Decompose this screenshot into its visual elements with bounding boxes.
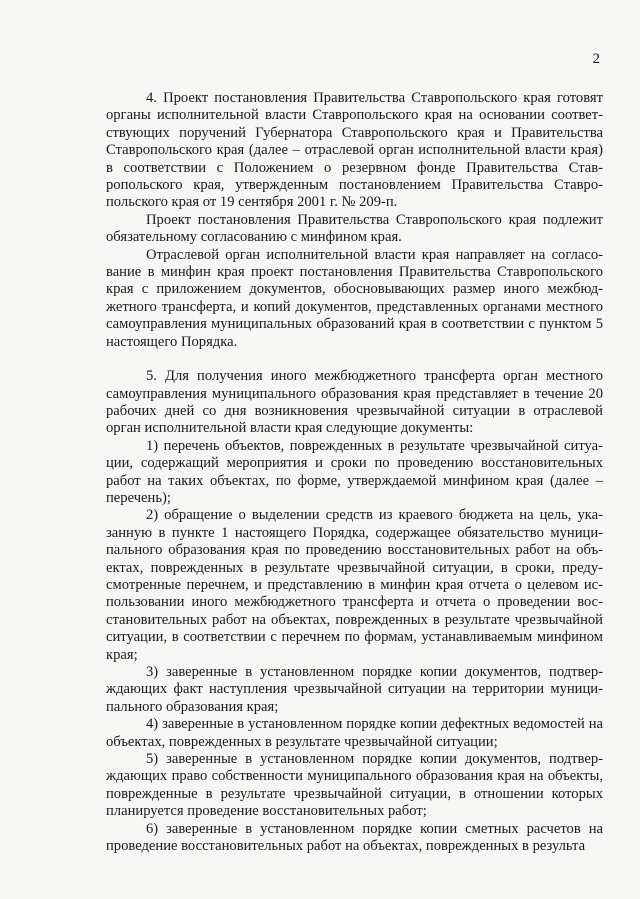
list-item-6: 6) заверенные в установленном порядке копии сметных расчетов на проведение восстановительных работ на объектах, поврежденных в результа <box>106 820 603 855</box>
list-item-1: 1) перечень объектов, поврежденных в результате чрезвычайной ситуации, содержащий мероприятия и сроки по проведению восстановительных работ на таких объектах, по форме, утверждаемой минфином края (далее – перечень); <box>106 437 603 506</box>
paragraph-approval: Проект постановления Правительства Ставропольского края подлежит обязательному согласованию с минфином края. <box>106 211 603 246</box>
paragraph-item-5: 5. Для получения иного межбюджетного трансферта орган местного самоуправления муниципального образования края представляет в течение 20 рабочих дней со дня возникновения чрезвычайной ситуации в отраслевой орган исполнительной власти края следующие документы: <box>106 368 603 437</box>
paragraph-item-4: 4. Проект постановления Правительства Ставропольского края готовят органы исполнительной власти Ставропольского края на основании соответствующих поручений Губернатора Ставропольского края и Правительства Ставропольского края (далее – отраслевой орган исполнительной власти края) в соответствии с Положением о резервном фонде Правительства Ставропольского края, утвержденным постановлением Правительства Ставропольского края от 19 сентября 2001 г. № 209-п. <box>106 90 603 211</box>
list-item-5: 5) заверенные в установленном порядке копии документов, подтверждающих право собственности муниципального образования края на объекты, поврежденные в результате чрезвычайной ситуации, в отношении которых планируется проведение восстановительных работ; <box>106 751 603 820</box>
page-number: 2 <box>592 51 600 67</box>
list-item-2: 2) обращение о выделении средств из краевого бюджета на цель, указанную в пункте 1 настоящего Порядка, содержащее обязательство муниципального образования края по проведению восстановительных работ на объектах, поврежденных в результате чрезвычайной ситуации, в сроки, предусмотренные перечнем, и представлению в минфин края отчета о целевом использовании иного межбюджетного трансферта и отчета о проведении восстановительных работ на объектах, поврежденных в результате чрезвычайной ситуации, в соответствии с перечнем по формам, устанавливаемым минфином края; <box>106 507 603 663</box>
paragraph-submission: Отраслевой орган исполнительной власти края направляет на согласование в минфин края проект постановления Правительства Ставропольского края с приложением документов, обосновывающих размер иного межбюджетного трансферта, и копий документов, представленных органами местного самоуправления муниципальных образований края в соответствии с пунктом 5 настоящего Порядка. <box>106 246 603 350</box>
list-item-4: 4) заверенные в установленном порядке копии дефектных ведомостей на объектах, поврежденных в результате чрезвычайной ситуации; <box>106 716 603 750</box>
document-body <box>106 90 603 855</box>
list-item-3: 3) заверенные в установленном порядке копии документов, подтверждающих факт наступления чрезвычайной ситуации на территории муниципального образования края; <box>106 664 603 715</box>
